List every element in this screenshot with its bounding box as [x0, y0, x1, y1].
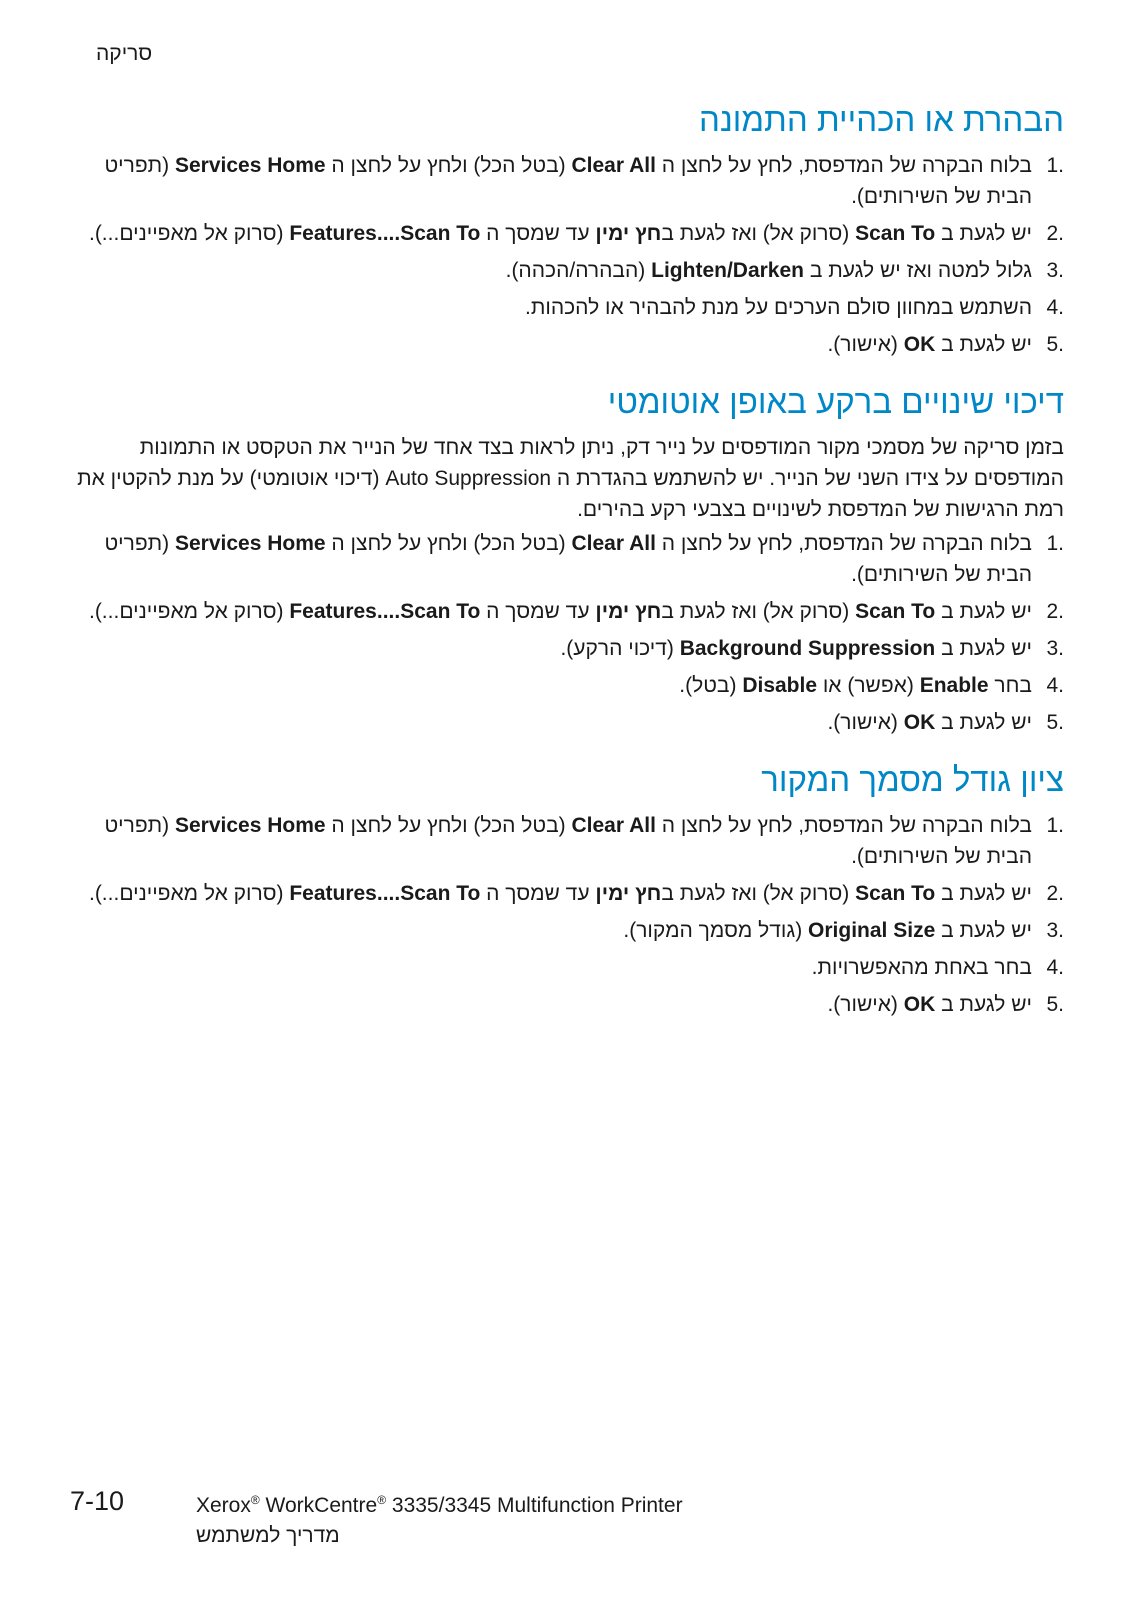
- step-text: בלוח הבקרה של המדפסת, לחץ על לחצן ה Clear All (בטל הכל) ולחץ על לחצן ה Services Home (תפריט הבית של השירותים).: [104, 154, 1032, 208]
- step-number: 5.: [1046, 993, 1064, 1016]
- step: [70, 218, 1064, 249]
- step: [70, 878, 1064, 909]
- section-auto-suppression: [70, 382, 1064, 738]
- section-title: דיכוי שינויים ברקע באופן אוטומטי: [607, 383, 1064, 420]
- step-text: יש לגעת ב OK (אישור).: [827, 333, 1032, 356]
- step-text: בלוח הבקרה של המדפסת, לחץ על לחצן ה Clear All (בטל הכל) ולחץ על לחצן ה Services Home (תפריט הבית של השירותים).: [104, 814, 1032, 868]
- step-number: 4.: [1046, 296, 1064, 319]
- step-text: יש לגעת ב Background Suppression (דיכוי הרקע).: [560, 637, 1032, 660]
- step: [70, 150, 1064, 212]
- step: [70, 670, 1064, 701]
- section-lighten-darken: [70, 100, 1064, 360]
- step-text: יש לגעת ב Scan To (סרוק אל) ואז לגעת בחץ ימין עד שמסך ה Features....Scan To (סרוק אל מאפיינים...).: [88, 882, 1032, 905]
- step-number: 4.: [1046, 674, 1064, 697]
- step: [70, 329, 1064, 360]
- step-number: 2.: [1046, 882, 1064, 905]
- step-text: בחר באחת מהאפשרויות.: [811, 956, 1032, 979]
- step-number: 3.: [1046, 637, 1064, 660]
- step-text: יש לגעת ב Original Size (גודל מסמך המקור).: [623, 919, 1032, 942]
- step-text: יש לגעת ב Scan To (סרוק אל) ואז לגעת בחץ ימין עד שמסך ה Features....Scan To (סרוק אל מאפיינים...).: [88, 600, 1032, 623]
- section-title: הבהרת או הכהיית התמונה: [699, 101, 1064, 138]
- step-text: יש לגעת ב Scan To (סרוק אל) ואז לגעת בחץ ימין עד שמסך ה Features....Scan To (סרוק אל מאפיינים...).: [88, 222, 1032, 245]
- footer-product-title: [196, 1485, 683, 1551]
- step-number: 5.: [1046, 333, 1064, 356]
- step: [70, 255, 1064, 286]
- footer-product-line: Xerox® WorkCentre® 3335/3345 Multifunction Printer: [196, 1493, 683, 1517]
- step-text: בחר Enable (אפשר) או Disable (בטל).: [679, 674, 1032, 697]
- page-number: 7-10: [70, 1486, 125, 1516]
- step: [70, 633, 1064, 664]
- step-number: 2.: [1046, 222, 1064, 245]
- step-number: 3.: [1046, 259, 1064, 282]
- step-number: 5.: [1046, 711, 1064, 734]
- step-text: יש לגעת ב OK (אישור).: [827, 993, 1032, 1016]
- step-text: יש לגעת ב OK (אישור).: [827, 711, 1032, 734]
- step: [70, 810, 1064, 872]
- step: [70, 707, 1064, 738]
- page-content: [70, 100, 1064, 1042]
- step-number: 1.: [1046, 532, 1064, 555]
- step: [70, 596, 1064, 627]
- step-number: 1.: [1046, 154, 1064, 177]
- step-number: 2.: [1046, 600, 1064, 623]
- chapter-header: סריקה: [96, 42, 153, 65]
- step: [70, 915, 1064, 946]
- step: [70, 952, 1064, 983]
- step-text: השתמש במחוון סולם הערכים על מנת להבהיר או להכהות.: [525, 296, 1032, 319]
- step: [70, 528, 1064, 590]
- step-number: 3.: [1046, 919, 1064, 942]
- section-intro: בזמן סריקה של מסמכי מקור המודפסים על נייר דק, ניתן לראות בצד אחד של הנייר את הטקסט או התמונות המודפסים על צידו השני של הנייר. יש להשתמש בהגדרת ה Auto Suppression (דיכוי אוטומטי) על מנת להקטין את רמת הרגישות של המדפסת לשינויים בצבעי רקע בהירים.: [77, 436, 1064, 521]
- step-number: 4.: [1046, 956, 1064, 979]
- step-text: גלול למטה ואז יש לגעת ב Lighten/Darken (הבהרה/הכהה).: [505, 259, 1032, 282]
- section-title: ציון גודל מסמך המקור: [761, 761, 1064, 798]
- step: [70, 989, 1064, 1020]
- footer-guide-name: מדריך למשתמש: [196, 1524, 340, 1547]
- section-original-size: [70, 760, 1064, 1020]
- step: [70, 292, 1064, 323]
- step-number: 1.: [1046, 814, 1064, 837]
- step-text: בלוח הבקרה של המדפסת, לחץ על לחצן ה Clear All (בטל הכל) ולחץ על לחצן ה Services Home (תפריט הבית של השירותים).: [104, 532, 1032, 586]
